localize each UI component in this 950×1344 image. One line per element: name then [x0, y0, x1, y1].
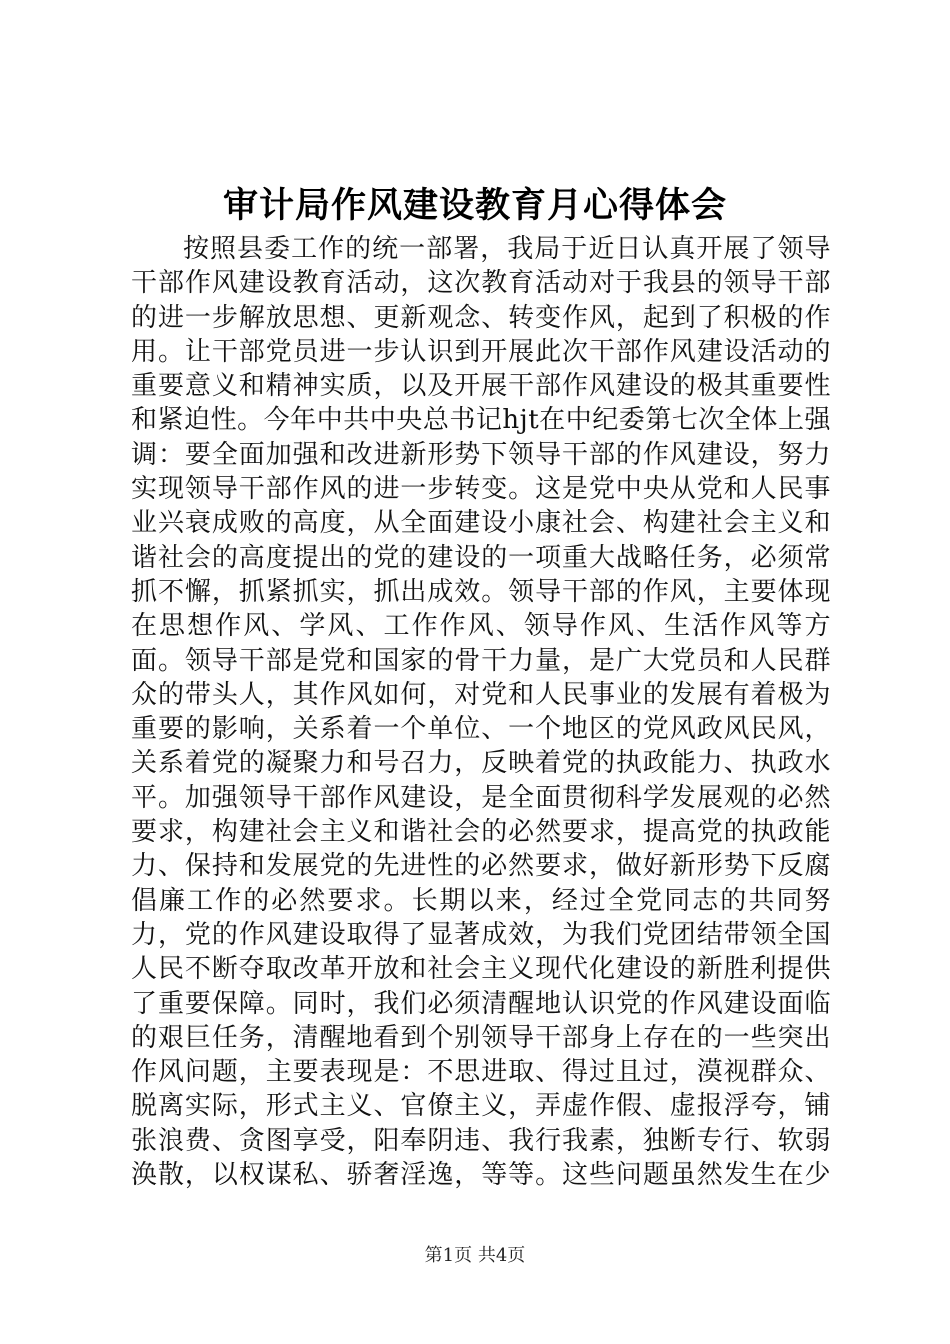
document-body-paragraph: 按照县委工作的统一部署，我局于近日认真开展了领导干部作风建设教育活动，这次教育活动对于我县的领导干部的进一步解放思想、更新观念、转变作风，起到了积极的作用。让干部党员进一步认识到开展此次干部作风建设活动的重要意义和精神实质，以及开展干部作风建设的极其重要性和紧迫性。今年中共中央总书记hjt在中纪委第七次全体上强调：要全面加强和改进新形势下领导干部的作风建设，努力实现领导干部作风的进一步转变。这是党中央从党和人民事业兴衰成败的高度，从全面建设小康社会、构建社会主义和谐社会的高度提出的党的建设的一项重大战略任务，必须常抓不懈，抓紧抓实，抓出成效。领导干部的作风，主要体现在思想作风、学风、工作作风、领导作风、生活作风等方面。领导干部是党和国家的骨干力量，是广大党员和人民群众的带头人，其作风如何，对党和人民事业的发展有着极为重要的影响，关系着一个单位、一个地区的党风政风民风，关系着党的凝聚力和号召力，反映着党的执政能力、执政水平。加强领导干部作风建设，是全面贯彻科学发展观的必然要求，构建社会主义和谐社会的必然要求，提高党的执政能力、保持和发展党的先进性的必然要求，做好新形势下反腐倡廉工作的必然要求。长期以来，经过全党同志的共同努力，党的作风建设取得了显著成效，为我们党团结带领全国人民不断夺取改革开放和社会主义现代化建设的新胜利提供了重要保障。同时，我们必须清醒地认识党的作风建设面临的艰巨任务，清醒地看到个别领导干部身上存在的一些突出作风问题，主要表现是：不思进取、得过且过，漠视群众、脱离实际，形式主义、官僚主义，弄虚作假、虚报浮夸，铺张浪费、贪图享受，阳奉阴违、我行我素，独断专行、软弱涣散，以权谋私、骄奢淫逸，等等。这些问题虽然发生在少: [131, 234, 831, 1191]
page-number-footer: 第1页 共4页: [424, 1245, 526, 1266]
document-title: 审计局作风建设教育月心得体会: [222, 186, 727, 226]
